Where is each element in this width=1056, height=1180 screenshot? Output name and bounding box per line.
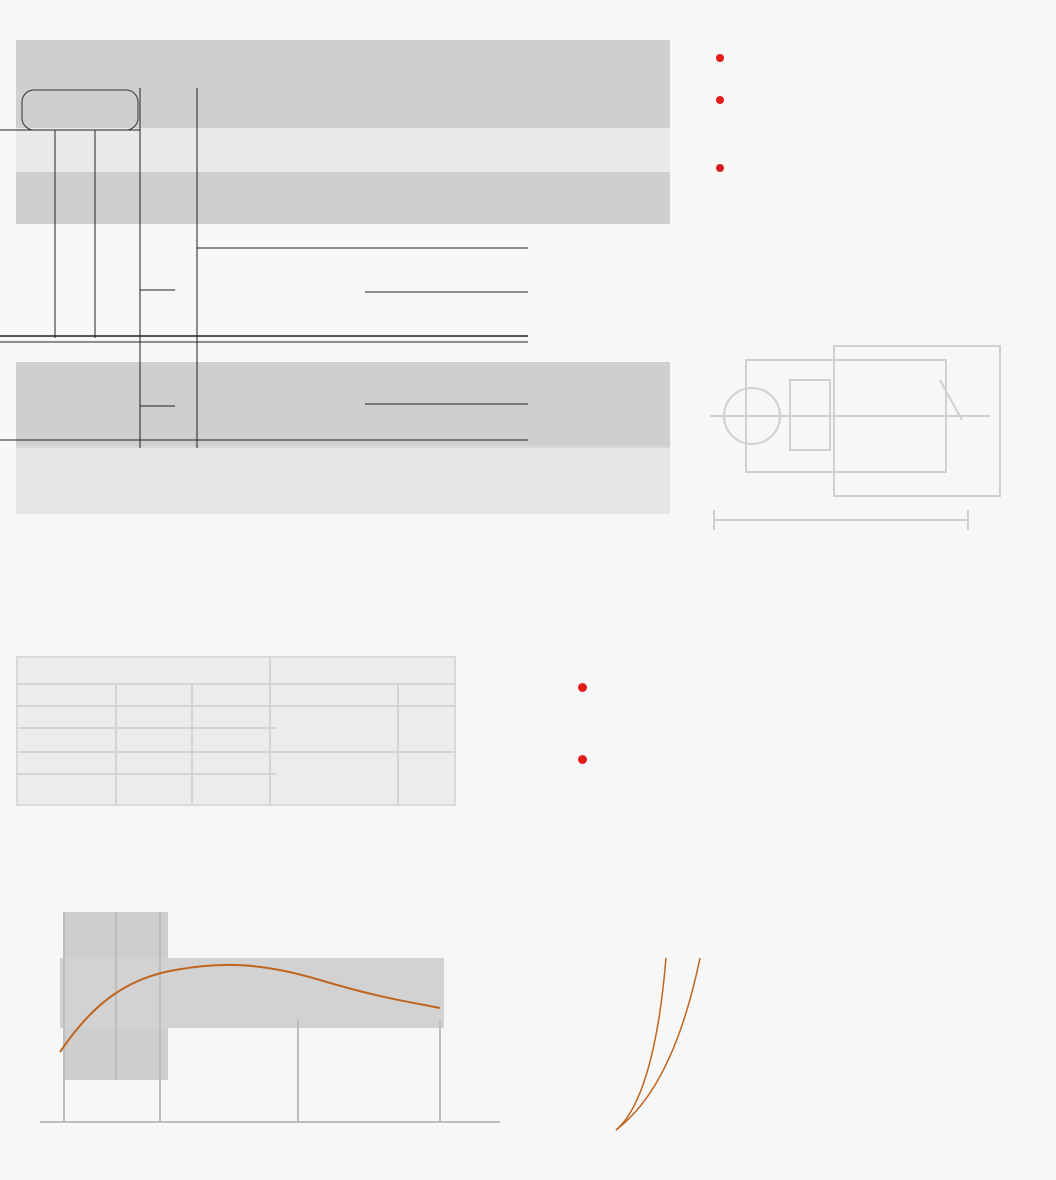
technical-table-lines: [0, 88, 530, 448]
head-loss-chart: [550, 934, 1050, 1174]
bullet-dot: [716, 96, 724, 104]
head-loss-curve-dn20: [616, 958, 700, 1130]
bullet-dot: [578, 683, 587, 692]
dimension-drawing: [700, 340, 1020, 560]
metering-accuracy-table: [16, 656, 456, 806]
error-curve-chart: [0, 900, 520, 1160]
technical-data-table-background-row3: [16, 446, 670, 514]
metering-table-grid: [16, 656, 456, 806]
bullet-dot: [716, 164, 724, 172]
technical-data-table: [0, 88, 530, 448]
bullet-dot: [578, 755, 587, 764]
bullet-dot: [716, 54, 724, 62]
